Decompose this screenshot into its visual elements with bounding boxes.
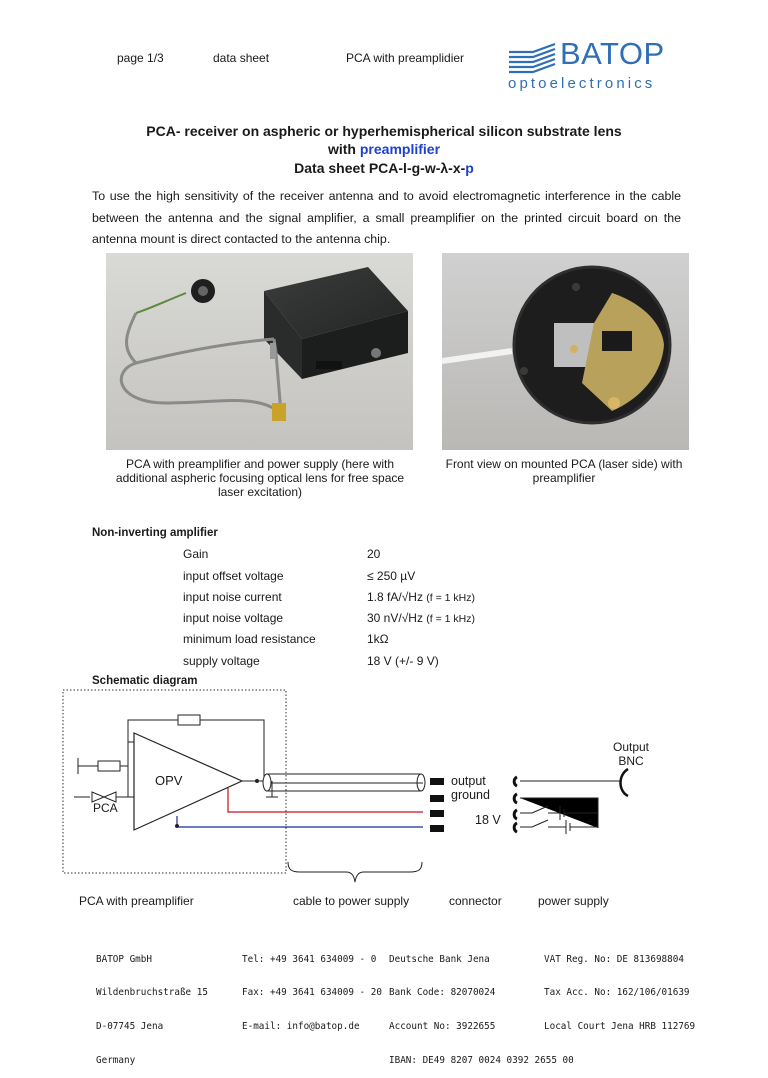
spec-value-noise-voltage [367,611,475,625]
title-lambda: λ [440,160,449,176]
footer-registry-line: Tax Acc. No: 162/106/01639 [544,987,690,999]
logo-name: BATOP [560,36,665,71]
page-number: page 1/3 [117,51,164,65]
bnc-label [606,740,656,768]
supply-label: 18 V [475,813,501,827]
spec-label-load: minimum load resistance [183,632,316,646]
title-preamplifier: preamplifier [359,141,441,157]
header-product: PCA with preamplidier [346,51,465,65]
spec-value-supply: 18 V (+/- 9 V) [367,654,439,668]
footer-contact-line: Fax: +49 3641 634009 - 20 [242,987,382,999]
pca-label: PCA [93,801,118,815]
photo-pca-power-supply [106,253,413,450]
schematic-heading: Schematic diagram [92,675,198,687]
spec-label-gain: Gain [183,547,209,561]
photo-front-view-pca [442,253,689,450]
output-label: output [451,774,486,788]
footer-company-line: D-07745 Jena [96,1021,164,1033]
caption-left: PCA with preamplifier and power supply (here with additional aspheric focusing optical lens for free space laser excitation) [115,457,405,499]
batop-logo-icon [507,42,557,76]
title-datasheet: Data sheet PCA-l-g-w- [294,160,441,176]
logo-subtitle: optoelectronics [508,75,656,92]
title-p: p [465,160,474,176]
schematic-diagram [0,684,768,914]
footer-bank-line: IBAN: DE49 8207 0024 0392 2655 00 [389,1055,574,1067]
spec-label-offset: input offset voltage [183,569,284,583]
caption-right: Front view on mounted PCA (laser side) with preamplifier [445,457,683,485]
spec-value-load: 1kΩ [367,632,389,646]
label-power-supply: power supply [538,894,609,908]
footer-company-line: BATOP GmbH [96,953,152,965]
footer-company-line: Germany [96,1055,136,1067]
spec-value-offset: ≤ 250 µV [367,569,416,583]
footer-bank-line: Bank Code: 82070024 [389,987,496,999]
title-line-2 [0,141,768,157]
noise-voltage-note: (f = 1 kHz) [426,613,476,625]
footer-company-line: Wildenbruchstraße 15 [96,987,208,999]
noise-current-note: (f = 1 kHz) [426,592,476,604]
noise-current-value: 1.8 fA/√Hz [367,590,423,604]
ground-label: ground [451,788,490,802]
footer-contact [242,931,382,1044]
footer-contact-line: E-mail: info@batop.de [242,1021,360,1033]
amplifier-heading: Non-inverting amplifier [92,527,218,539]
footer-registry-line: VAT Reg. No: DE 813698804 [544,953,684,965]
label-cable: cable to power supply [293,894,410,908]
noise-voltage-value: 30 nV/√Hz [367,611,423,625]
bnc-line-1: Output [612,740,650,754]
footer-registry-line: Local Court Jena HRB 112769 [544,1021,696,1033]
title-with: with [327,141,360,157]
opv-label: OPV [155,773,183,788]
title-line-3 [0,160,768,176]
title-mid: -x- [448,160,466,176]
footer-contact-line: Tel: +49 3641 634009 - 0 [242,953,377,965]
bnc-line-2: BNC [618,754,644,768]
spec-label-supply: supply voltage [183,654,260,668]
spec-label-noise-voltage: input noise voltage [183,611,284,625]
label-pca-preamp: PCA with preamplifier [79,894,194,908]
footer-registry [544,931,695,1044]
spec-value-gain: 20 [367,547,381,561]
spec-label-noise-current: input noise current [183,590,282,604]
intro-paragraph: To use the high sensitivity of the receiver antenna and to avoid electromagnetic interference in the cable between the antenna and the signal amplifier, a small preamplifier on the printed circuit board on the antenna mount is direct contacted to the antenna chip. [92,189,681,247]
title-line-1: PCA- receiver on aspheric or hyperhemispherical silicon substrate lens [146,123,622,139]
spec-value-noise-current [367,590,475,604]
footer-bank-line: Deutsche Bank Jena [389,953,490,965]
footer-bank-line: Account No: 3922655 [389,1021,496,1033]
label-connector: connector [449,894,502,908]
doc-type: data sheet [213,51,270,65]
footer-company [96,931,208,1078]
